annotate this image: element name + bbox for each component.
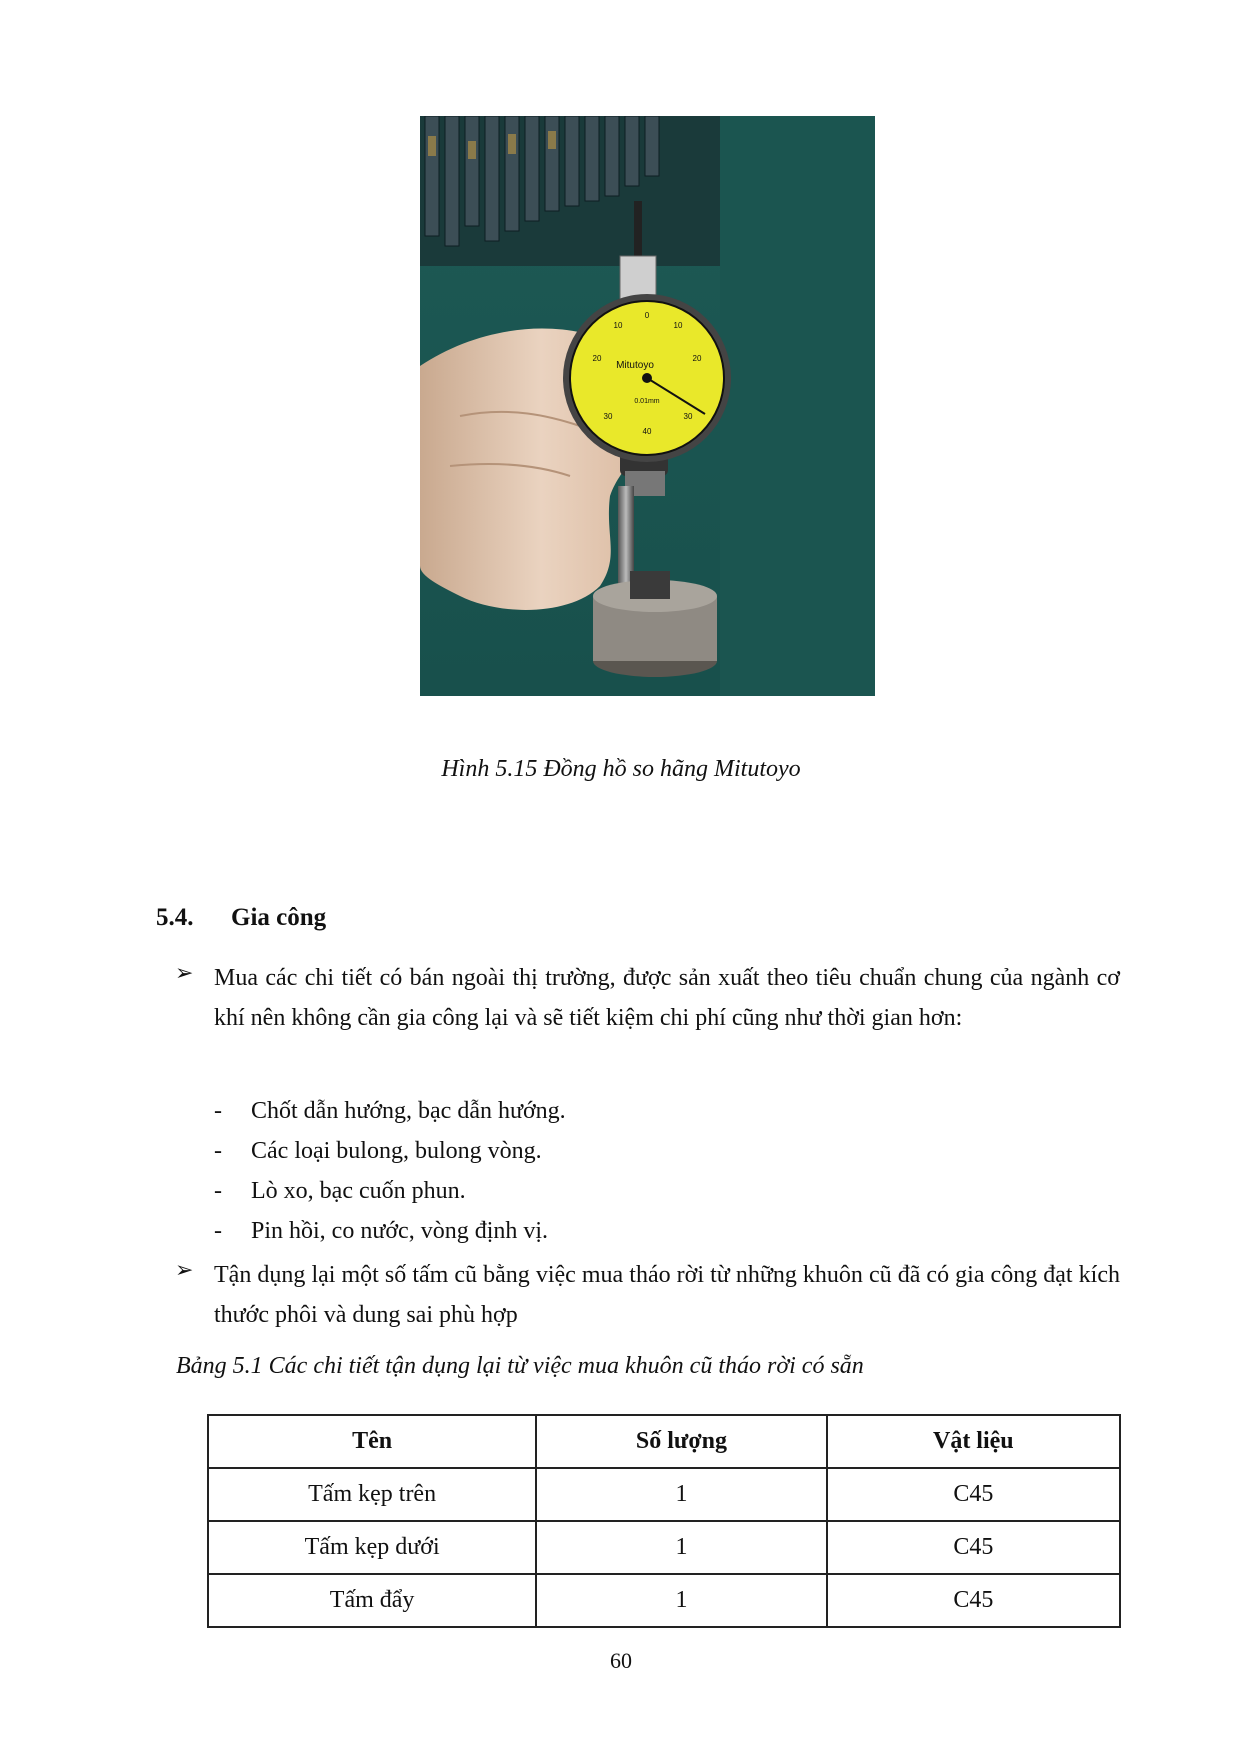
parts-table	[207, 1414, 1121, 1628]
figure-caption: Hình 5.15 Đồng hồ so hãng Mitutoyo	[441, 756, 801, 782]
dash-bullet: -	[214, 1098, 222, 1124]
arrow-bullet-icon: ➢	[175, 960, 194, 985]
dial-label-top: 0	[644, 311, 650, 320]
section-title: Gia công	[231, 904, 327, 931]
dash-bullet: -	[214, 1138, 222, 1164]
cell-name: Tấm đẩy	[208, 1574, 536, 1627]
cell-material: C45	[827, 1574, 1120, 1627]
dial-label-left-10: 10	[613, 321, 623, 330]
header-name: Tên	[208, 1415, 536, 1468]
section-number: 5.4.	[156, 904, 194, 931]
dial-label-right-20: 20	[692, 354, 702, 363]
header-material: Vật liệu	[827, 1415, 1120, 1468]
table-row	[208, 1574, 1120, 1627]
dial-label-right-10: 10	[673, 321, 683, 330]
header-quantity: Số lượng	[536, 1415, 826, 1468]
dial-label-bottom: 40	[642, 427, 652, 436]
cell-material: C45	[827, 1468, 1120, 1521]
dial-resolution: 0.01mm	[634, 398, 660, 405]
table-header-row	[208, 1415, 1120, 1468]
cell-quantity: 1	[536, 1468, 826, 1521]
dial-label-right-30: 30	[683, 412, 693, 421]
cell-quantity: 1	[536, 1574, 826, 1627]
dial-indicator-photo	[420, 116, 875, 696]
list-item: Chốt dẫn hướng, bạc dẫn hướng.	[251, 1098, 566, 1124]
list-item: Các loại bulong, bulong vòng.	[251, 1138, 542, 1164]
cell-name: Tấm kẹp dưới	[208, 1521, 536, 1574]
dash-bullet: -	[214, 1178, 222, 1204]
page-number: 60	[610, 1648, 632, 1673]
paragraph-purchased-parts: Mua các chi tiết có bán ngoài thị trường, được sản xuất theo tiêu chuẩn chung của ngành cơ khí nên không cần gia công lại và sẽ tiết kiệm chi phí cũng như thời gian hơn:	[214, 965, 1120, 1031]
list-item: Pin hồi, co nước, vòng định vị.	[251, 1218, 549, 1244]
dash-bullet: -	[214, 1218, 222, 1244]
table-caption: Bảng 5.1 Các chi tiết tận dụng lại từ việc mua khuôn cũ tháo rời có sẵn	[176, 1353, 864, 1379]
cell-name: Tấm kẹp trên	[208, 1468, 536, 1521]
dial-label-left-20: 20	[592, 354, 602, 363]
dial-brand: Mitutoyo	[616, 360, 654, 371]
photo-illustration	[420, 116, 875, 696]
table-row	[208, 1521, 1120, 1574]
cell-material: C45	[827, 1521, 1120, 1574]
arrow-bullet-icon: ➢	[175, 1257, 194, 1282]
cell-quantity: 1	[536, 1521, 826, 1574]
paragraph-reused-plates: Tận dụng lại một số tấm cũ bằng việc mua tháo rời từ những khuôn cũ đã có gia công đạt kích thước phôi và dung sai phù hợp	[214, 1262, 1120, 1328]
list-item: Lò xo, bạc cuốn phun.	[251, 1178, 466, 1204]
table-row	[208, 1468, 1120, 1521]
dial-label-left-30: 30	[603, 412, 613, 421]
